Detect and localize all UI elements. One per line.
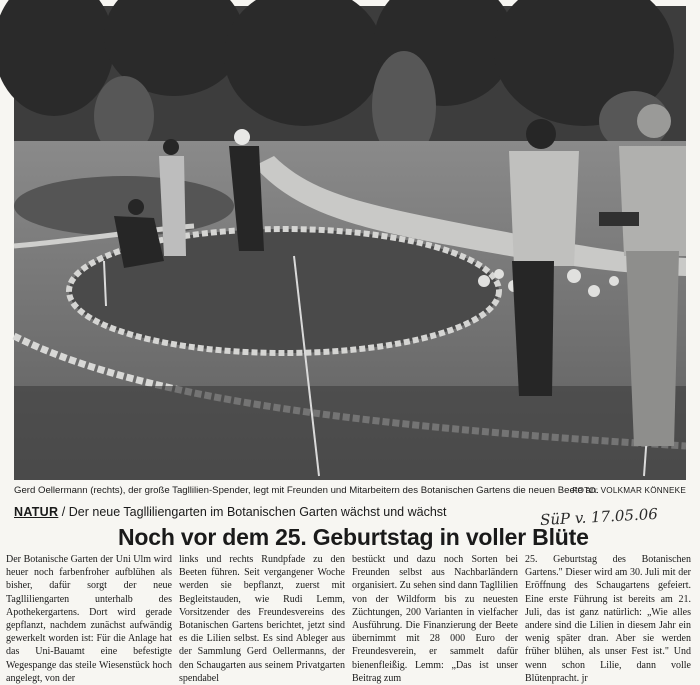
article-headline: Noch vor dem 25. Geburtstag in voller Blüte	[118, 524, 589, 550]
section-label: NATUR	[14, 505, 59, 519]
article-body	[6, 553, 694, 684]
kicker-text: Der neue Taglliliengarten im Botanischen Garten wächst und wächst	[68, 505, 447, 519]
news-photo	[14, 6, 686, 480]
body-column-4: 25. Geburtstag des Botanischen Gartens." Dieser wird am 30. Juli mit der Eröffnung des Schaugartens gefeiert. Eine erste Führung ist bereits am 21. Juli, das ist ganz natürlich: „Wie alles andere sind die Lilien in diesem Jahr ein wenig später dran. Aber sie werden früher blühen, als unser Fest ist." Und wenn schon Lilie, dann volle Blütenpracht. jr	[525, 554, 691, 684]
handwritten-date-note: SüP v. 17.05.06	[539, 504, 659, 530]
body-column-3: bestückt und dazu noch Sorten bei Freunden selbst aus Nachbarländern organisiert. Zu sehen sind dann Tagllilien von der Wildform bis zu neuesten Züchtungen, 200 Varianten in vielfacher Ausführung. Die Finanzierung der Beete übernimmt mit 28 000 Euro der Freundesverein, er sammelt dafür bienenfleißig. Lemm: „Das ist unser Beitrag zum	[352, 554, 518, 684]
photo-credit: FOTO: VOLKMAR KÖNNEKE	[572, 486, 686, 495]
kicker-separator: /	[58, 505, 69, 519]
photo-caption	[14, 484, 686, 498]
body-column-2: links und rechts Rundpfade zu den Beeten führen. Seit vergangener Woche werden sie bepflanzt, zuerst mit Begleitstauden, wie Rudi Lemm, Vorsitzender des Freundesvereins des Botanischen Gartens berichtet, jetzt sind es die Lilien selbst. Es sind Ableger aus der Sammlung Gerd Oellermanns, der den Schaugarten aus seinem Privatgarten spendabel	[179, 554, 345, 684]
body-column-1: Der Botanische Garten der Uni Ulm wird heuer noch farbenfroher aufblühen als bisher, dafür sorgt der neue Taglliliengarten unterhalb des Apothekergartens. Dort wird gerade gepflanzt, nachdem zunächst aufwändig gewerkelt worden ist: Für die Anlage hat das Uni-Bauamt eine befestigte Wegespange das steile Wiesenstück hoch angelegt, von der	[6, 554, 172, 684]
caption-text: Gerd Oellermann (rechts), der große Tagllilien-Spender, legt mit Freunden und Mitarbeitern des Botanischen Gartens die neuen Beete an.	[14, 485, 599, 496]
